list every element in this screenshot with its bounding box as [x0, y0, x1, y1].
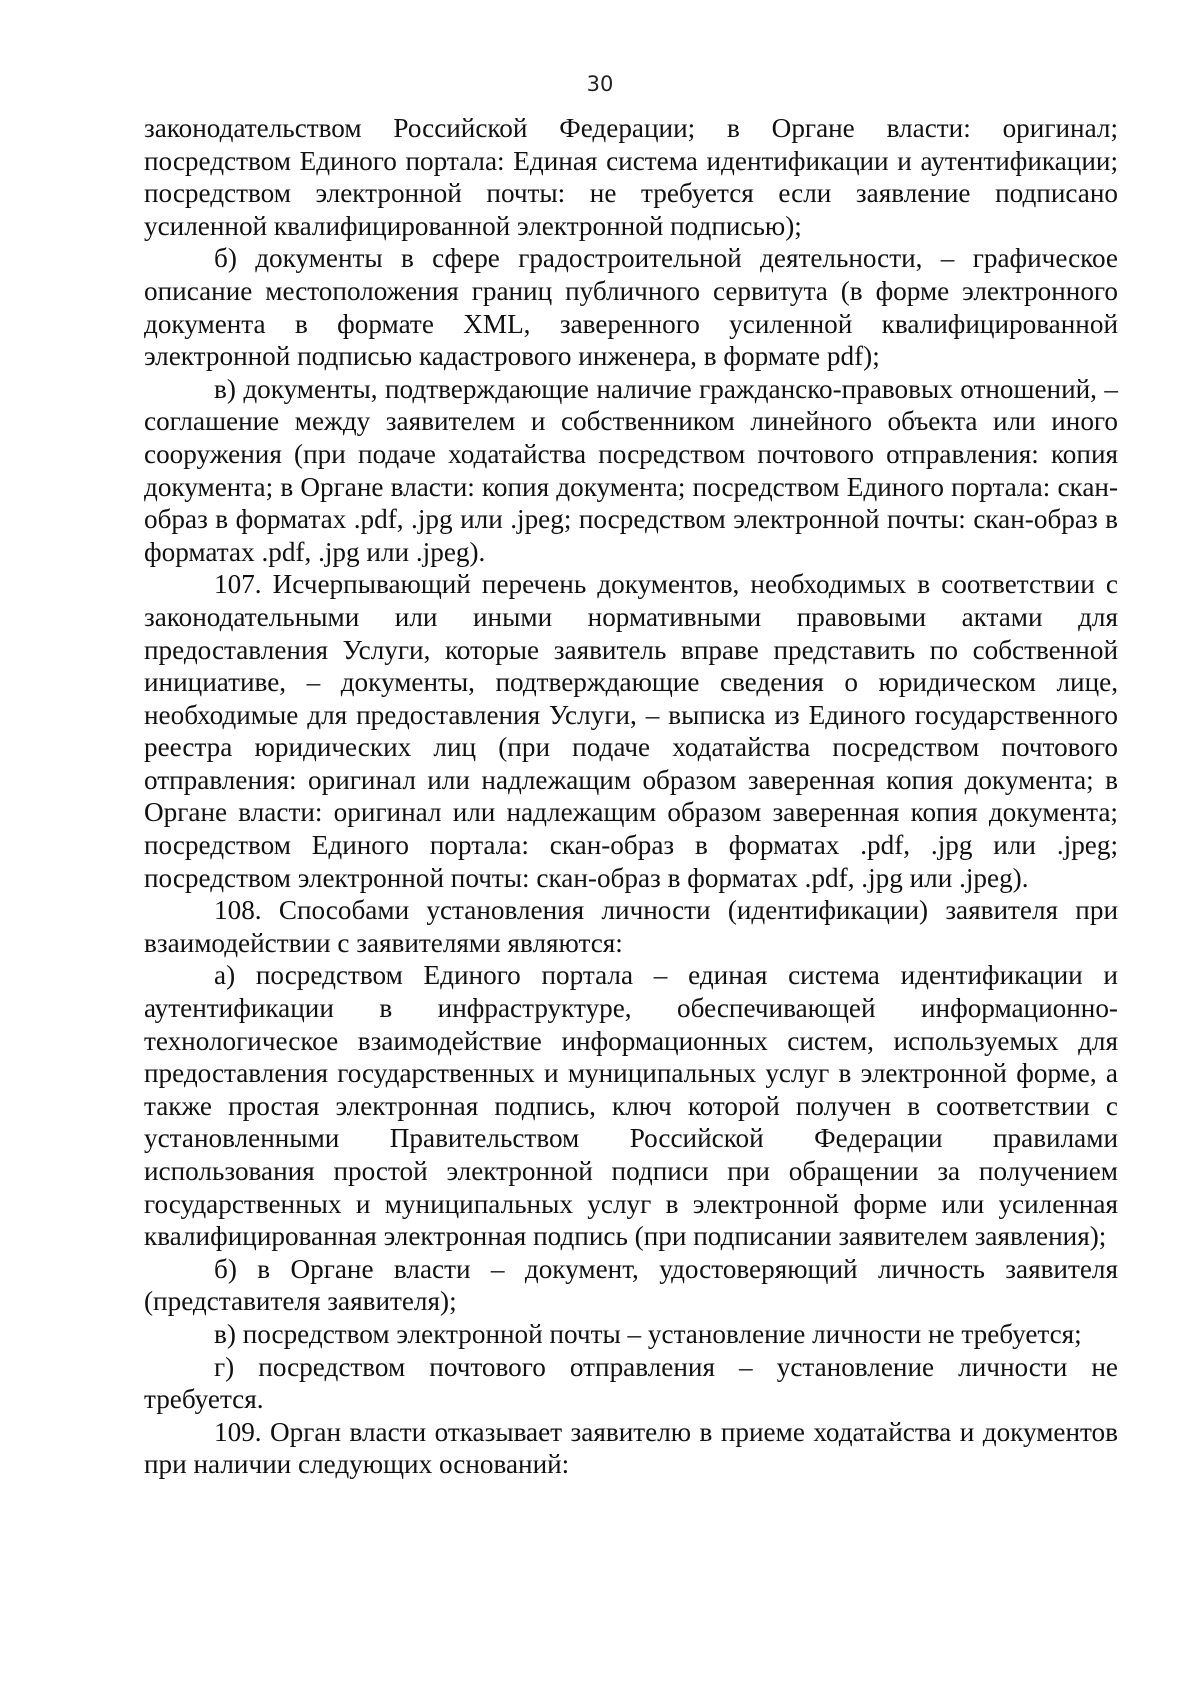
paragraph: 108. Способами установления личности (идентификации) заявителя при взаимодействии с заявителями являются: — [144, 895, 1118, 958]
paragraph: законодательством Российской Федерации; в Органе власти: оригинал; посредством Единого портала: Единая система идентификации и аутентификации; посредством электронной почты: не требуется если заявление подписано усиленной квалифицированной электронной подписью); — [144, 113, 1118, 241]
paragraph: б) в Органе власти – документ, удостоверяющий личность заявителя (представителя заявителя); — [144, 1253, 1118, 1317]
paragraph: г) посредством почтового отправления – установление личности не требуется. — [144, 1351, 1118, 1415]
document-body — [144, 112, 1118, 1481]
paragraph: 109. Орган власти отказывает заявителю в приеме ходатайства и документов при наличии следующих оснований: — [144, 1416, 1118, 1480]
paragraph: а) посредством Единого портала – единая система идентификации и аутентификации в инфраструктуре, обеспечивающей информационно-технологическое взаимодействие информационных систем, используемых для предоставления государственных и муниципальных услуг в электронной форме, а также простая электронная подпись, ключ которой получен в соответствии с установленными Правительством Российской Федерации правилами использования простой электронной подписи при обращении за получением государственных и муниципальных услуг в электронной форме или усиленная квалифицированная электронная подпись (при подписании заявителем заявления); — [144, 960, 1118, 1252]
paragraph: 107. Исчерпывающий перечень документов, необходимых в соответствии с законодательными или иными нормативными правовыми актами для предоставления Услуги, которые заявитель вправе представить по собственной инициативе, – документы, подтверждающие сведения о юридическом лице, необходимые для предоставления Услуги, – выписка из Единого государственного реестра юридических лиц (при подаче ходатайства посредством почтового отправления: оригинал или надлежащим образом заверенная копия документа; в Органе власти: оригинал или надлежащим образом заверенная копия документа; посредством Единого портала: скан-образ в форматах .pdf, .jpg или .jpeg; посредством электронной почты: скан-образ в форматах .pdf, .jpg или .jpeg). — [144, 569, 1118, 893]
page-number: 30 — [586, 72, 614, 96]
paragraph: в) посредством электронной почты – установление личности не требуется; — [214, 1318, 1082, 1349]
paragraph: в) документы, подтверждающие наличие гражданско-правовых отношений, – соглашение между заявителем и собственником линейного объекта или иного сооружения (при подаче ходатайства посредством почтового отправления: копия документа; в Органе власти: копия документа; посредством Единого портала: скан-образ в форматах .pdf, .jpg или .jpeg; посредством электронной почты: скан-образ в форматах .pdf, .jpg или .jpeg). — [144, 373, 1118, 567]
paragraph: б) документы в сфере градостроительной деятельности, – графическое описание местоположения границ публичного сервитута (в форме электронного документа в формате XML, заверенного усиленной квалифицированной электронной подписью кадастрового инженера, в формате pdf); — [144, 243, 1118, 372]
